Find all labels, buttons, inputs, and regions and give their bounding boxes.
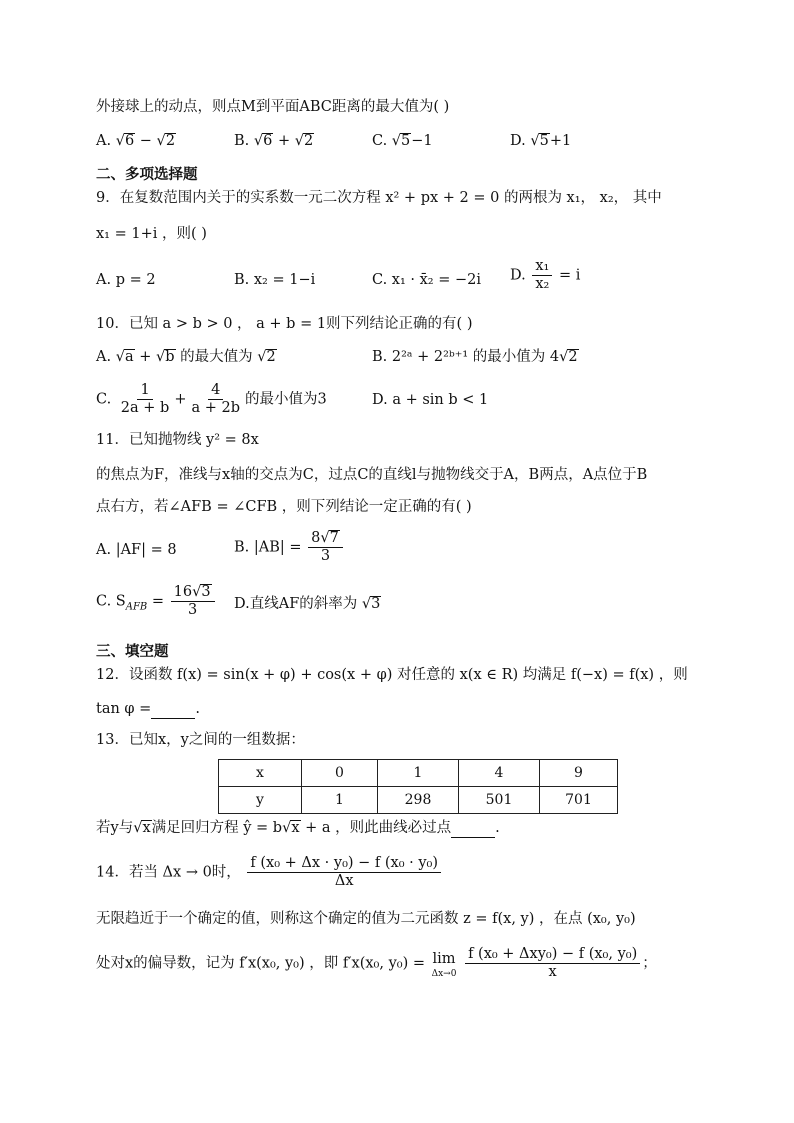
table-cell: x: [219, 760, 302, 787]
section-heading-fill-in: 三、填空题: [96, 644, 169, 660]
q8-option-a: A. √6 − √2: [96, 133, 176, 149]
q9-option-a: A. p = 2: [96, 272, 156, 288]
q13-stem-after: 若y与√x满足回归方程 ŷ = b√x + a ，则此曲线必过点 .: [96, 820, 500, 836]
q11-option-c: C. $S_{AFB}$ = $\frac{16√3}{3}$: [96, 584, 217, 619]
q14-stem-line2: 无限趋近于一个确定的值，则称这个确定的值为二元函数 z = f(x, y) ，在点 (x₀, y₀): [96, 911, 636, 927]
q14-stem: 14．若当 Δx → 0时， $\frac{\text{f (x₀ + Δx · y₀) − f (x₀ · y₀)}}{\Delta x}$: [96, 855, 443, 890]
q13-answer-blank: [451, 823, 495, 838]
q14-stem-line3: 处对x的偏导数，记为 f′x(x₀, y₀) ，即 f′x(x₀, y₀) = lim Δx→0 f (x₀ + Δxy₀) − f (x₀, y₀) x ；: [96, 946, 657, 980]
q10-option-c: C. $\frac{1}{2a + b}$ + $\frac{4}{a + 2b}$ 的最小值为3: [96, 382, 327, 416]
q8-option-d: D. √5+1: [510, 133, 572, 149]
q9-option-d: D. $\frac{\text{x₁}}{\text{x₂}}$ = i: [510, 258, 581, 292]
q8-option-c: C. √5−1: [372, 133, 433, 149]
q9-stem-line2: x₁ = 1+i ，则( ): [96, 226, 207, 242]
table-row: [219, 787, 618, 814]
q11-stem: 11．已知抛物线 y² = 8x: [96, 432, 259, 448]
table-cell: 298: [378, 787, 459, 814]
q13-stem: 13．已知x，y之间的一组数据：: [96, 732, 305, 748]
table-cell: 9: [540, 760, 618, 787]
q11-stem-line2: 的焦点为F，准线与x轴的交点为C，过点C的直线l与抛物线交于A，B两点，A点位于B: [96, 467, 648, 483]
table-cell: 701: [540, 787, 618, 814]
q8-option-b: B. √6 + √2: [234, 133, 314, 149]
q10-option-b: B. 2²ᵃ + 2²ᵇ⁺¹ 的最小值为 4√2: [372, 349, 578, 365]
q9-option-b: B. x₂ = 1−i: [234, 272, 316, 288]
question-8-stem-tail: 外接球上的动点，则点M到平面ABC距离的最大值为( ): [96, 99, 450, 115]
q11-option-a: A. |AF| = 8: [96, 542, 177, 558]
q12-answer-blank: [151, 704, 195, 719]
table-cell: 1: [302, 787, 378, 814]
q11-stem-line3: 点右方，若∠AFB = ∠CFB ，则下列结论一定正确的有( ): [96, 499, 472, 515]
table-row: [219, 760, 618, 787]
q12-stem: 12．设函数 f(x) = sin(x + φ) + cos(x + φ) 对任意的 x(x ∈ R) 均满足 f(−x) = f(x) ，则: [96, 667, 688, 683]
q9-stem: 9．在复数范围内关于的实系数一元二次方程 x² + px + 2 = 0 的两根为 x₁， x₂， 其中: [96, 190, 662, 206]
q9-option-c: C. x₁ · x̄₂ = −2i: [372, 272, 481, 288]
q13-data-table: [218, 759, 618, 814]
q11-option-b: B. |AB| = $\frac{8√7}{3}$: [234, 530, 345, 565]
q11-option-d: D.直线AF的斜率为 √3: [234, 596, 381, 612]
q10-option-a: A. √a + √b 的最大值为 √2: [96, 349, 276, 365]
table-cell: 501: [459, 787, 540, 814]
q12-stem-line2: tan φ = .: [96, 701, 200, 717]
q10-option-d: D. a + sin b < 1: [372, 392, 489, 408]
table-cell: 1: [378, 760, 459, 787]
table-cell: y: [219, 787, 302, 814]
section-heading-multiple-choice: 二、多项选择题: [96, 167, 198, 183]
table-cell: 4: [459, 760, 540, 787]
q10-stem: 10．已知 a > b > 0 ， a + b = 1则下列结论正确的有( ): [96, 316, 473, 332]
table-cell: 0: [302, 760, 378, 787]
